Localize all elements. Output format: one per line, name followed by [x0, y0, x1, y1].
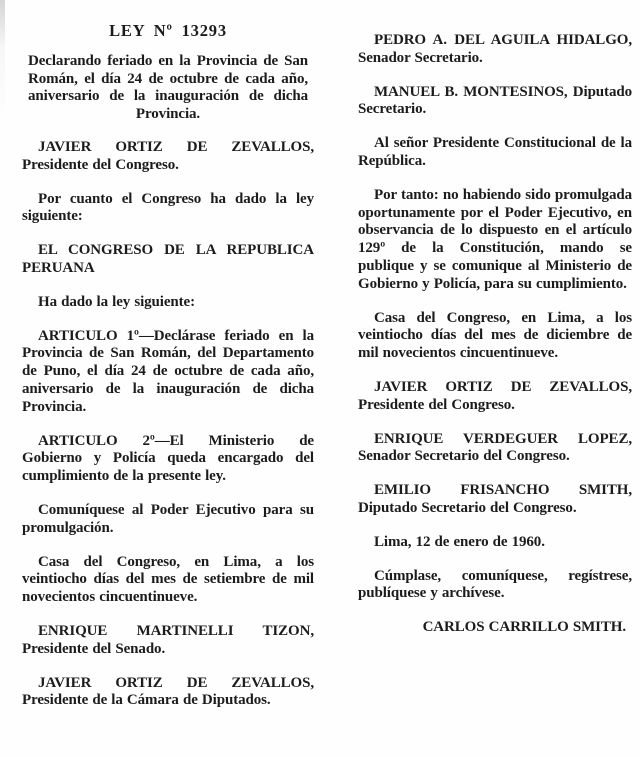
paragraph-cumplase: Cúmplase, comuníquese, regístrese, publíquese y archívese. [358, 567, 632, 602]
signature-emilio-frisancho-smith: EMILIO FRISANCHO SMITH, Diputado Secretario del Congreso. [358, 482, 632, 516]
signature-javier-ortiz-camara-diputados: JAVIER ORTIZ DE ZEVALLOS, Presidente de la Cámara de Diputados. [22, 674, 314, 709]
paragraph-comuniquese-poder-ejecutivo: Comuníquese al Poder Ejecutivo para su promulgación. [22, 501, 314, 536]
law-subtitle: Declarando feriado en la Provincia de San Román, el día 24 de octubre de cada año, aniversario de la inauguración de dicha Provincia. [28, 52, 308, 123]
paragraph-casa-congreso-diciembre: Casa del Congreso, en Lima, a los veintiocho días del mes de diciembre de mil novecientos cincuentinueve. [358, 309, 632, 362]
paragraph-lima-fecha: Lima, 12 de enero de 1960. [374, 533, 545, 550]
signature-javier-ortiz-presidente-congreso: JAVIER ORTIZ DE ZEVALLOS, Presidente del Congreso. [358, 378, 632, 413]
paragraph-ha-dado-la-ley: Ha dado la ley siguiente: [38, 293, 196, 310]
signature-pedro-del-aguila-hidalgo: PEDRO A. DEL AGUILA HIDALGO, Senador Secretario. [358, 32, 632, 66]
signature-carlos-carrillo-smith: CARLOS CARRILLO SMITH. [422, 619, 626, 636]
right-column [358, 22, 632, 757]
signature-manuel-montesinos: MANUEL B. MONTESINOS, Diputado Secretario. [358, 83, 632, 118]
law-title: LEY Nº 13293 [109, 21, 227, 40]
article-1: ARTICULO 1º—Declárase feriado en la Provincia de San Román, del Departamento de Puno, el día 24 de octubre de cada año, aniversario de la inauguración de dicha Provincia. [22, 327, 314, 415]
signature-enrique-verdeguer-lopez: ENRIQUE VERDEGUER LOPEZ, Senador Secretario del Congreso. [358, 430, 632, 465]
paragraph-por-tanto: Por tanto: no habiendo sido promulgada oportunamente por el Poder Ejecutivo, en observancia de lo dispuesto en el artículo 129º de la Constitución, mando se publique y se comunique al Ministerio de Gobierno y Policía, para su cumplimiento. [358, 186, 632, 292]
heading-el-congreso-de-la-republica: EL CONGRESO DE LA REPUBLICA PERUANA [22, 242, 314, 276]
right-column-paragraphs [358, 32, 632, 637]
paragraph-por-cuanto: Por cuanto el Congreso ha dado la ley siguiente: [22, 190, 314, 225]
article-2: ARTICULO 2º—El Ministerio de Gobierno y Policía queda encargado del cumplimiento de la presente ley. [22, 432, 314, 485]
left-column-paragraphs [22, 139, 314, 710]
paragraph-casa-congreso-setiembre: Casa del Congreso, en Lima, a los veintiocho días del mes de setiembre de mil novecientos cincuentinueve. [22, 553, 314, 606]
left-column [22, 22, 314, 757]
paragraph-al-senor-presidente: Al señor Presidente Constitucional de la República. [358, 135, 632, 169]
signature-enrique-martinelli-tizon: ENRIQUE MARTINELLI TIZON, Presidente del Senado. [22, 622, 314, 657]
signature-javier-ortiz-presidente-congreso: JAVIER ORTIZ DE ZEVALLOS, Presidente del Congreso. [22, 138, 314, 173]
